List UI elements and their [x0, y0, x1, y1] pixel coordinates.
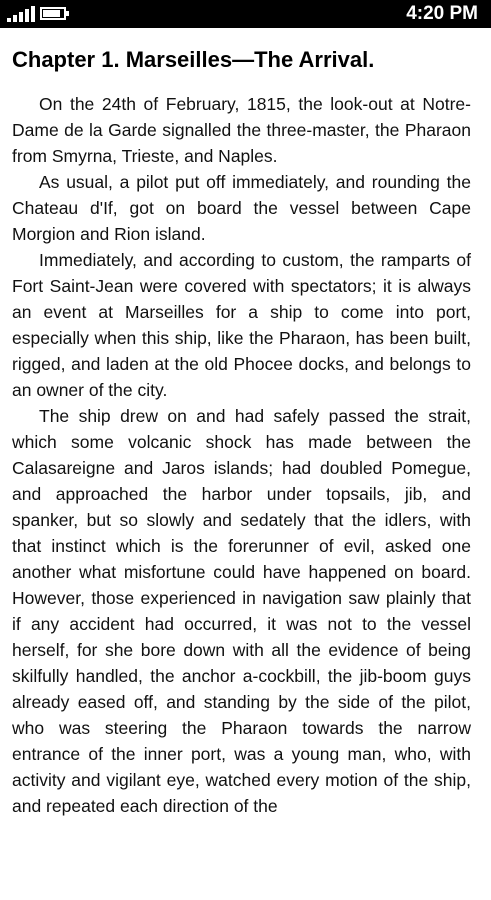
paragraph: As usual, a pilot put off immediately, and rounding the Chateau d'If, got on board the vessel between Cape Morgion and Rion island.: [12, 172, 471, 244]
paragraph: The ship drew on and had safely passed the strait, which some volcanic shock has made between the Calasareigne and Jaros islands; had doubled Pomegue, and approached the harbor under topsails, jib, and spanker, but so slowly and sedately that the idlers, with that instinct which is the forerunner of evil, asked one another what misfortune could have happened on board. However, those experienced in navigation saw plainly that if any accident had occurred, it was not to the vessel herself, for she bore down with all the evidence of being skilfully handled, the anchor a-cockbill, the jib-boom guys already eased off, and standing by the side of the pilot, who was steering the Pharaon towards the narrow entrance of the inner port, was a young man, who, with activity and vigilant eye, watched every motion of the ship, and repeated each direction of the: [12, 406, 471, 816]
battery-level-fill: [43, 10, 60, 17]
reader-page[interactable]: [0, 28, 491, 900]
signal-strength-icon: [7, 6, 37, 22]
paragraph: Immediately, and according to custom, the ramparts of Fort Saint-Jean were covered with spectators; it is always an event at Marseilles for a ship to come into port, especially when this ship, like the Pharaon, has been built, rigged, and laden at the old Phocee docks, and belongs to an owner of the city.: [12, 250, 471, 400]
status-clock: 4:20 PM: [406, 3, 478, 24]
paragraph: On the 24th of February, 1815, the look-out at Notre-Dame de la Garde signalled the three-master, the Pharaon from Smyrna, Trieste, and Naples.: [12, 94, 471, 166]
battery-icon: [40, 7, 66, 20]
chapter-body: [12, 91, 471, 819]
chapter-title: Chapter 1. Marseilles—The Arrival.: [12, 47, 375, 72]
status-bar: [0, 0, 491, 28]
